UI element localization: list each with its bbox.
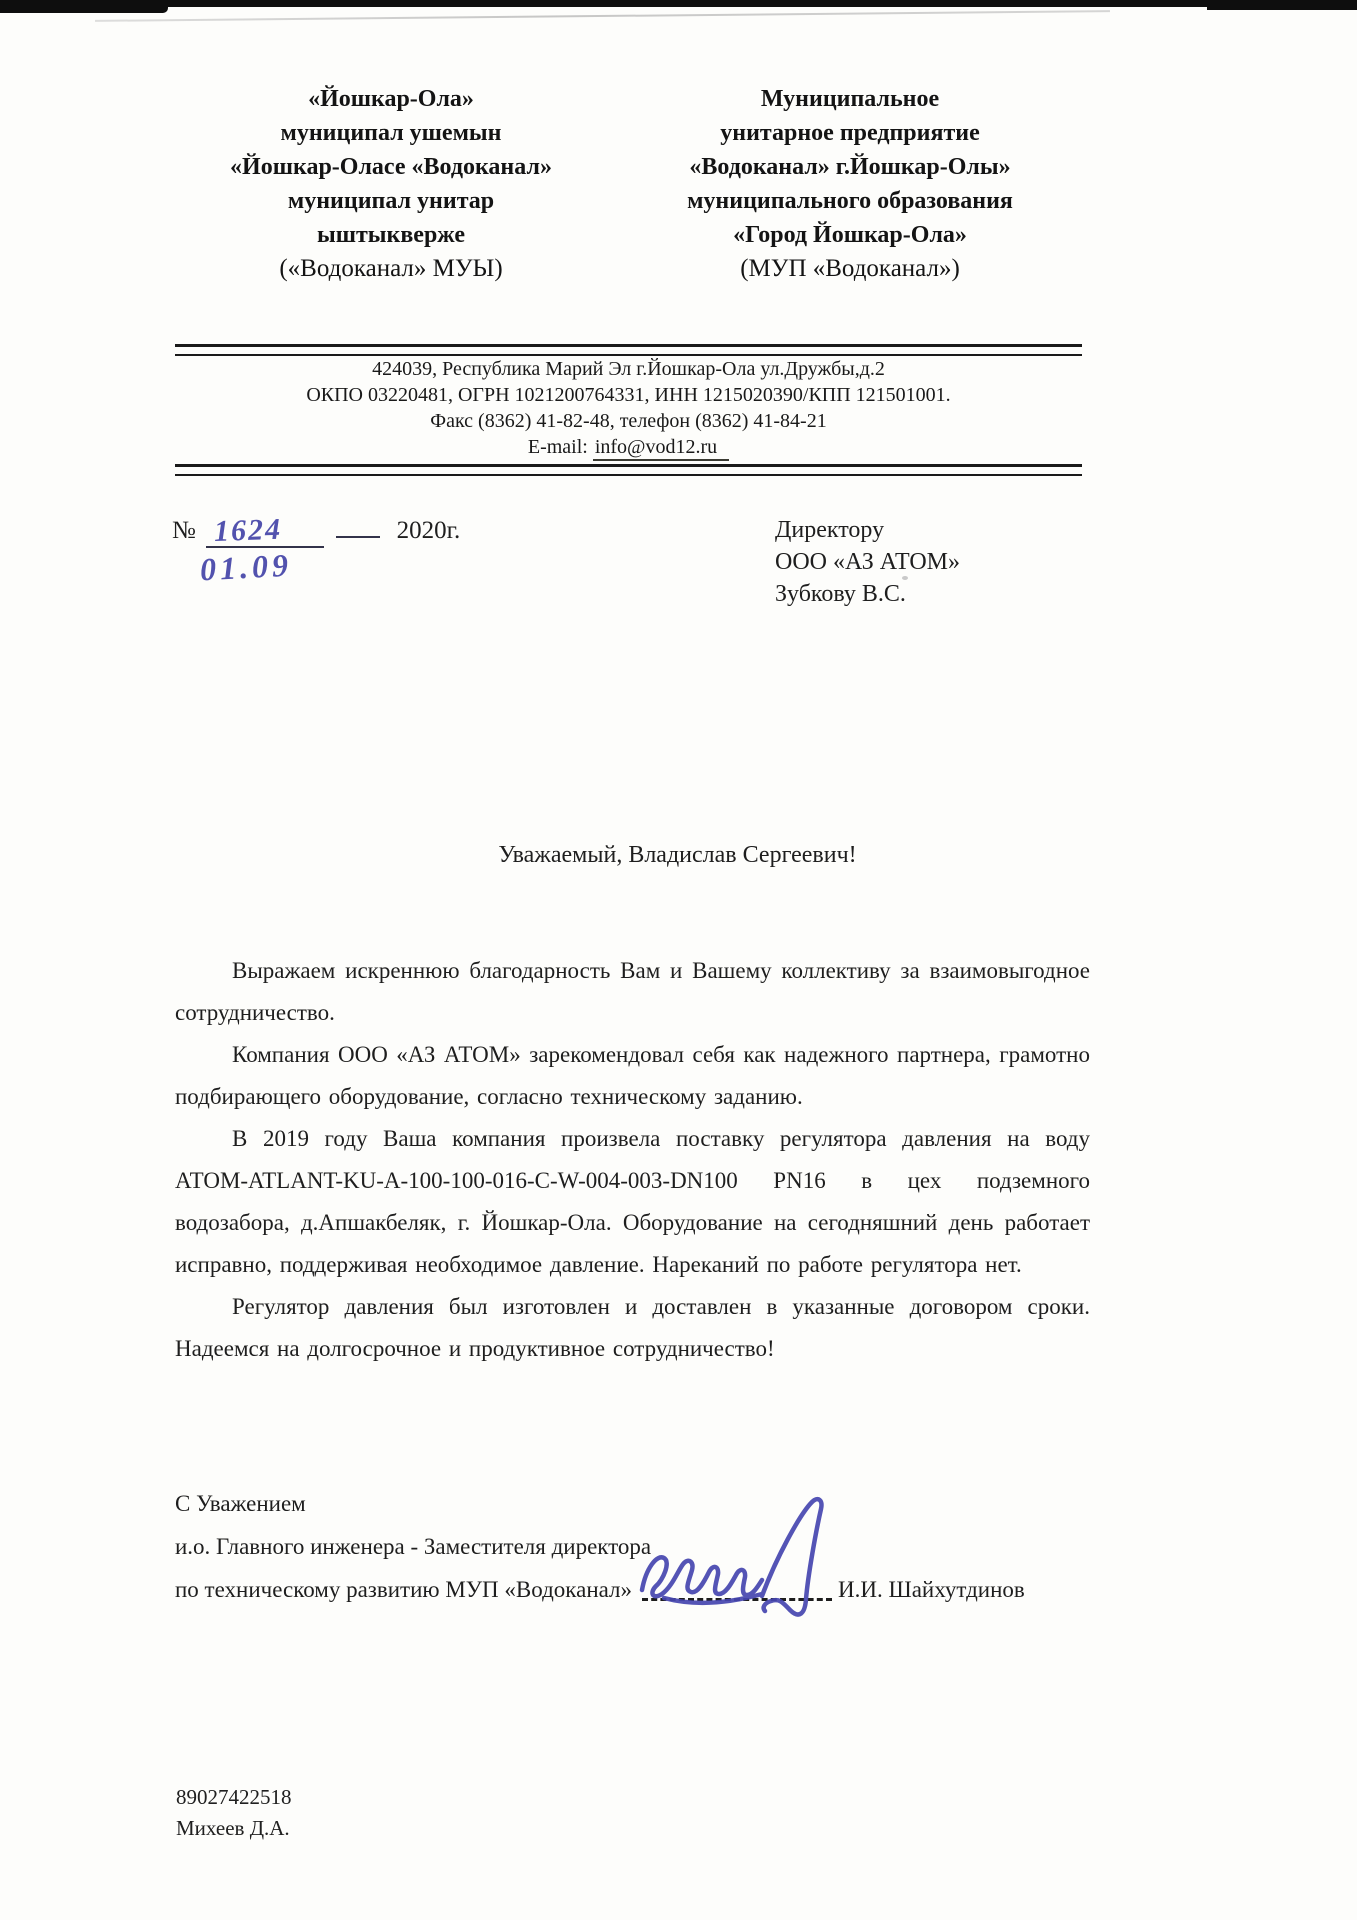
letterhead-line: «Город Йошкар-Ола» [733,222,967,248]
horizontal-rule-top [175,344,1082,356]
email-address: info@vod12.ru [593,436,729,461]
executor-block [176,1782,292,1844]
executor-name: Михеев Д.А. [176,1816,290,1840]
letterhead-line: ыштыкверже [316,222,466,248]
letterhead [175,82,1085,286]
recipient-block [775,514,960,610]
date-blank-line [336,520,380,538]
handwritten-outgoing-number: 1624 [213,512,283,549]
paragraph: Компания ООО «АЗ АТОМ» зарекомендовал себя как надежного партнера, грамотно подбирающего оборудование, согласно техническому заданию. [175,1042,1090,1109]
signer-title-line2: по техническому развитию МУП «Водоканал» [175,1577,633,1602]
letterhead-line: унитарное предприятие [720,120,980,146]
letterhead-line: муниципального образования [687,188,1013,214]
paragraph: Выражаем искреннюю благодарность Вам и Вашему коллективу за взаимовыгодное сотрудничество. [175,958,1090,1025]
contact-block [175,356,1082,460]
letterhead-line: (МУП «Водоканал») [740,255,960,282]
letterhead-line: муниципал унитар [287,188,495,214]
signer-title-line2-row [175,1568,1305,1611]
paragraph: В 2019 году Ваша компания произвела поставку регулятора давления на воду АТОМ-ATLANT-KU-A-100-100-016-C-W-004-003-DN100 PN16 в цех подземного водозабора, д.Апшакбеляк, г. Йошкар-Ола. Оборудование на сегодняшний день работает исправно, поддерживая необходимое давление. Нареканий по работе регулятора нет. [175,1126,1090,1277]
reference-line [172,512,460,548]
signature-line [642,1572,832,1601]
handwritten-signature [634,1494,864,1624]
letterhead-line: Муниципальное [760,86,940,112]
scan-line-artifact [95,10,1110,22]
closing-phrase: С Уважением [175,1491,306,1516]
letterhead-line: «Йошкар-Оласе «Водоканал» [230,154,552,180]
scan-edge-artifact-left [0,0,168,13]
recipient-company: ООО «АЗ АТОМ» [775,549,960,575]
salutation: Уважаемый, Владислав Сергеевич! [498,842,857,868]
handwritten-date: 01.09 [199,546,293,588]
number-blank-line [206,512,324,548]
letterhead-line: («Водоканал» МУЫ) [279,255,503,282]
email-label: E-mail: [527,436,588,458]
letterhead-line: «Водоканал» г.Йошкар-Олы» [689,154,1011,180]
contact-address: 424039, Республика Марий Эл г.Йошкар-Ола ул.Дружбы,д.2 [372,358,885,380]
signer-name: И.И. Шайхутдинов [838,1577,1025,1602]
horizontal-rule-bottom [175,464,1082,476]
recipient-title: Директору [775,517,885,543]
letterhead-line: муниципал ушемын [280,120,502,146]
signature-block [175,1482,1305,1611]
contact-phones: Факс (8362) 41-82-48, телефон (8362) 41-84-21 [430,410,827,432]
year-label: 2020г. [396,517,461,544]
contact-registration: ОКПО 03220481, ОГРН 1021200764331, ИНН 1215020390/КПП 121501001. [306,384,951,406]
contact-email-line [175,434,1082,460]
letterhead-line: «Йошкар-Ола» [308,86,474,112]
signer-title-line1: и.о. Главного инженера - Заместителя директора [175,1534,652,1559]
letterhead-mari-column [175,82,607,286]
number-sign: № [172,517,196,544]
letter-body [175,950,1090,1370]
scan-edge-artifact [0,0,1357,7]
recipient-name: Зубкову В.С. [775,581,906,607]
paragraph: Регулятор давления был изготовлен и доставлен в указанные договором сроки. Надеемся на долгосрочное и продуктивное сотрудничество! [175,1294,1090,1361]
letterhead-russian-column [645,82,1055,286]
scan-edge-artifact-right [1207,0,1357,10]
executor-phone: 89027422518 [176,1785,292,1809]
